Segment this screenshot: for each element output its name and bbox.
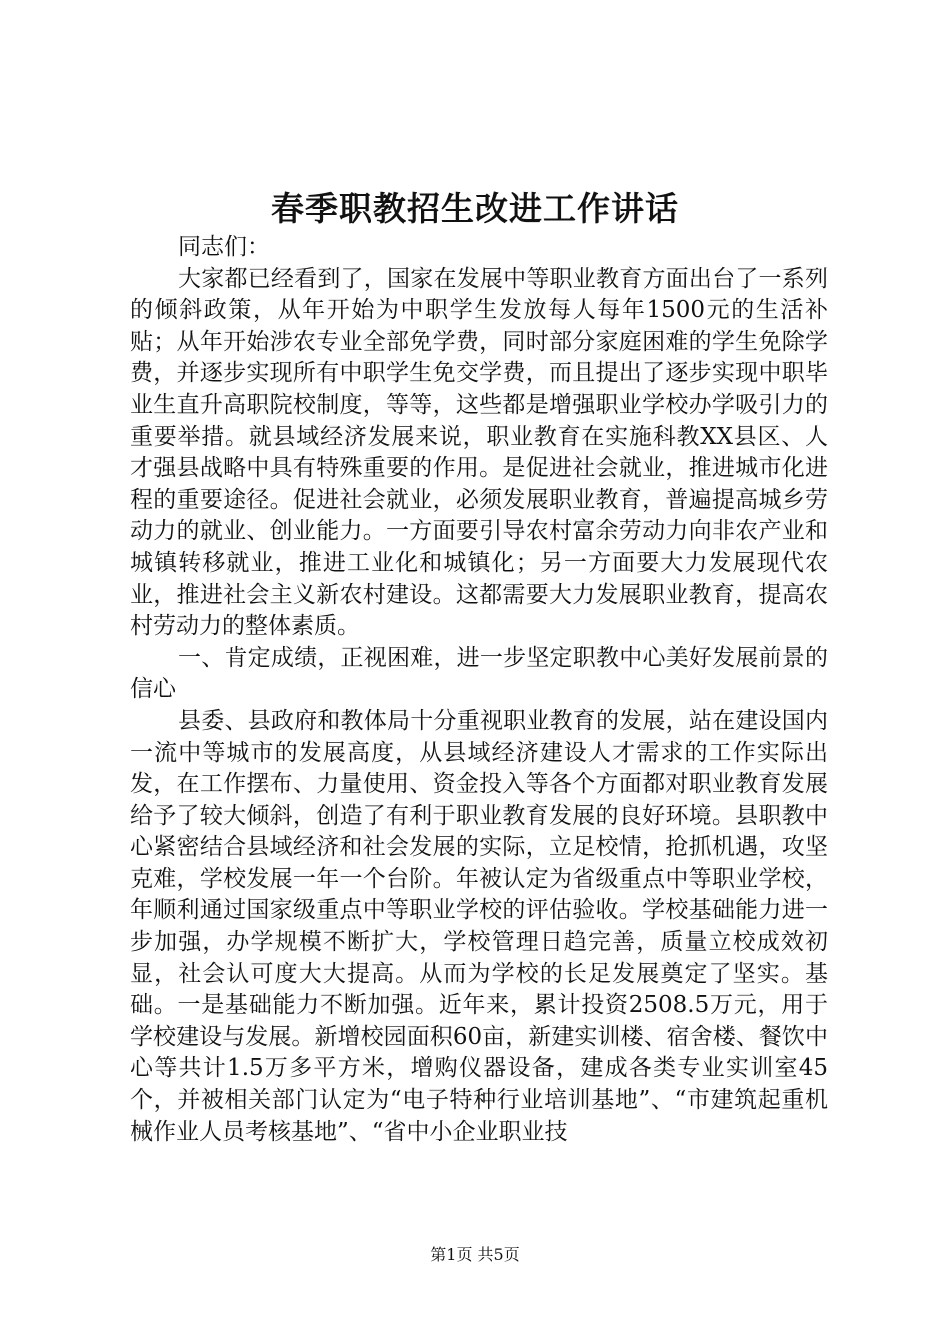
paragraph-section-1: 县委、县政府和教体局十分重视职业教育的发展，站在建设国内一流中等城市的发展高度，从县域经济建设人才需求的工作实际出发，在工作摆布、力量使用、资金投入等各个方面都对职业教育发展给予了较大倾斜，创造了有利于职业教育发展的良好环境。县职教中心紧密结合县域经济和社会发展的实际，立足校情，抢抓机遇，攻坚克难，学校发展一年一个台阶。年被认定为省级重点中等职业学校，年顺利通过国家级重点中等职业学校的评估验收。学校基础能力进一步加强，办学规模不断扩大，学校管理日趋完善，质量立校成效初显，社会认可度大大提高。从而为学校的长足发展奠定了坚实。基础。一是基础能力不断加强。近年来，累计投资2508.5万元，用于学校建设与发展。新增校园面积60亩，新建实训楼、宿舍楼、餐饮中心等共计1.5万多平方米，增购仪器设备，建成各类专业实训室45个，并被相关部门认定为“电子特种行业培训基地”、“市建筑起重机械作业人员考核基地”、“省中小企业职业技 [130,707,828,1145]
page-footer: 第1页 共5页 [430,1245,520,1264]
paragraph-intro: 大家都已经看到了，国家在发展中等职业教育方面出台了一系列的倾斜政策，从年开始为中职学生发放每人每年1500元的生活补贴；从年开始涉农专业全部免学费，同时部分家庭困难的学生免除学费，并逐步实现所有中职学生免交学费，而且提出了逐步实现中职毕业生直升高职院校制度，等等，这些都是增强职业学校办学吸引力的重要举措。就县域经济发展来说，职业教育在实施科教XX县区、人才强县战略中具有特殊重要的作用。是促进社会就业，推进城市化进程的重要途径。促进社会就业，必须发展职业教育，普遍提高城乡劳动力的就业、创业能力。一方面要引导农村富余劳动力向非农产业和城镇转移就业，推进工业化和城镇化；另一方面要大力发展现代农业，推进社会主义新农村建设。这都需要大力发展职业教育，提高农村劳动力的整体素质。 [130,265,828,640]
section-heading-1: 一、肯定成绩，正视困难，进一步坚定职教中心美好发展前景的信心 [130,644,828,703]
salutation: 同志们： [178,234,270,260]
document-body [130,232,828,1148]
document-title: 春季职教招生改进工作讲话 [271,189,679,228]
